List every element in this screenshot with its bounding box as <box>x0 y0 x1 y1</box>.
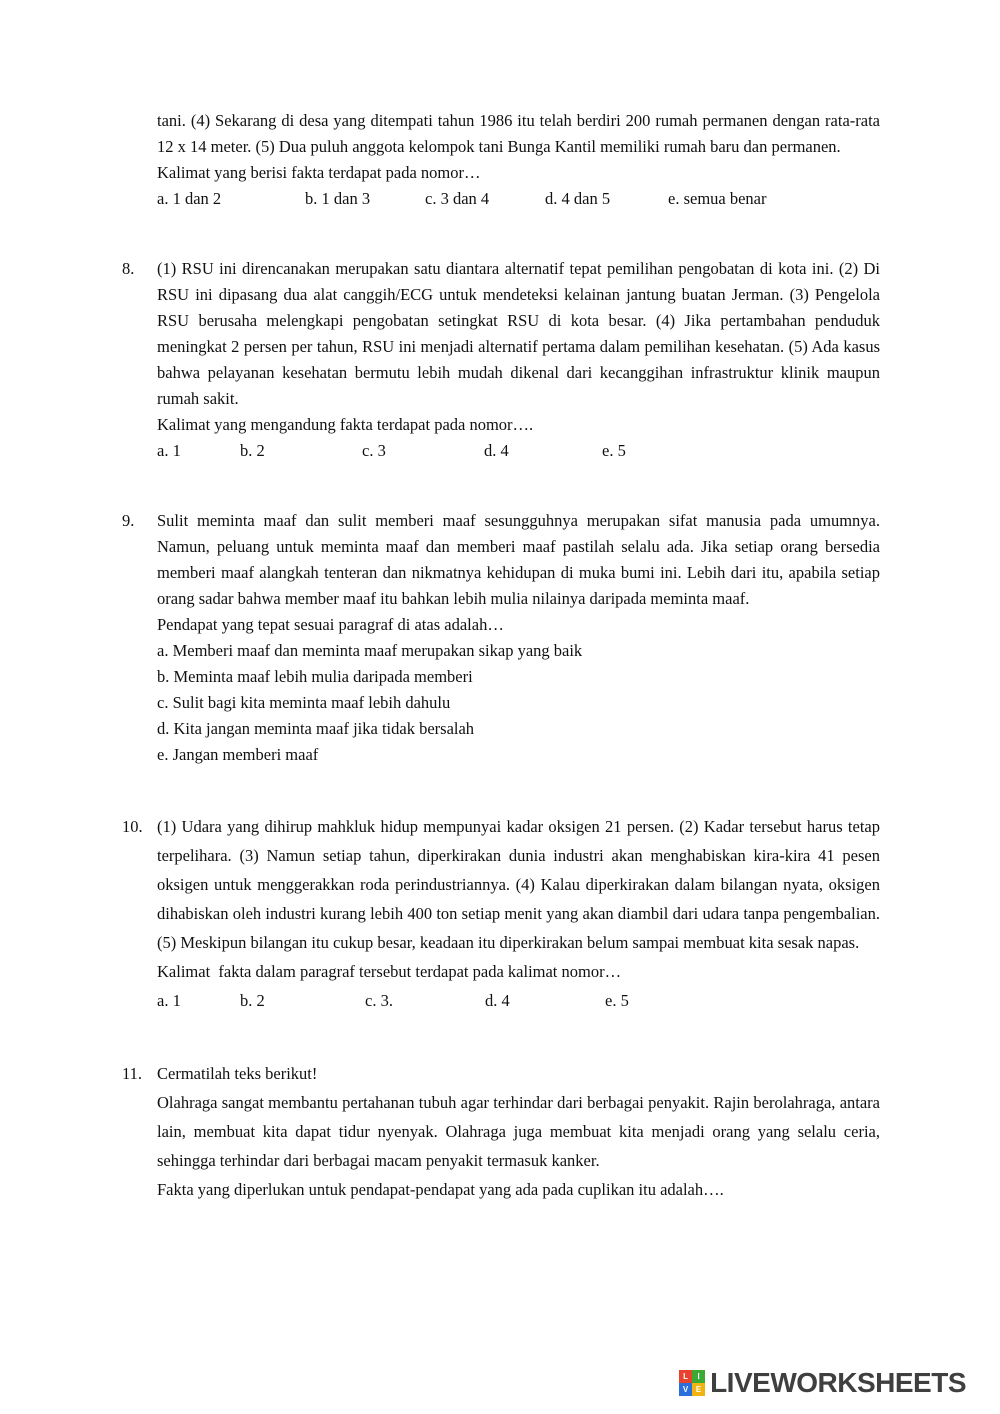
option-d: d. Kita jangan meminta maaf jika tidak bersalah <box>157 719 475 738</box>
option-a: a. 1 <box>157 441 181 460</box>
question-block-8 <box>122 256 880 464</box>
question-number: 11. <box>122 1064 143 1083</box>
logo-cell-v: V <box>679 1383 692 1396</box>
question-prompt: Kalimat yang mengandung fakta terdapat pada nomor…. <box>157 415 534 434</box>
option-a: a. 1 <box>157 991 181 1010</box>
question-intro: Cermatilah teks berikut! <box>157 1064 318 1083</box>
question-block-7-continued <box>122 108 880 212</box>
question-prompt: Fakta yang diperlukan untuk pendapat-pendapat yang ada pada cuplikan itu adalah…. <box>157 1180 724 1199</box>
option-d: d. 4 dan 5 <box>545 189 611 208</box>
question-number: 10. <box>122 817 143 836</box>
question-body <box>157 508 880 768</box>
option-b: b. 2 <box>240 441 265 460</box>
question-block-10 <box>122 812 880 1015</box>
question-body <box>157 108 880 212</box>
liveworksheets-icon <box>679 1370 705 1396</box>
logo-cell-l: L <box>679 1370 692 1383</box>
question-prompt: Pendapat yang tepat sesuai paragraf di atas adalah… <box>157 615 504 634</box>
question-number: 9. <box>122 511 135 530</box>
option-c: c. 3 dan 4 <box>425 189 490 208</box>
question-paragraph: Olahraga sangat membantu pertahanan tubuh agar terhindar dari berbagai penyakit. Rajin berolahraga, antara lain, membuat kita dapat tidur nyenyak. Olahraga juga membuat kita menjadi orang yang selalu ceria, sehingga terhindar dari berbagai macam penyakit termasuk kanker. <box>157 1093 880 1170</box>
option-a: a. Memberi maaf dan meminta maaf merupakan sikap yang baik <box>157 641 583 660</box>
question-paragraph: (1) Udara yang dihirup mahkluk hidup mempunyai kadar oksigen 21 persen. (2) Kadar tersebut harus tetap terpelihara. (3) Namun setiap tahun, diperkirakan dunia industri akan menghabiskan kira-kira 41 pesen oksigen untuk menggerakkan roda perindustriannya. (4) Kalau diperkirakan dalam bilangan nyata, oksigen dihabiskan oleh industri kurang lebih 400 ton setiap menit yang akan diambil dari udara tanpa pengembalian. (5) Meskipun bilangan itu cukup besar, keadaan itu diperkirakan belum sampai membuat kita sesak napas. <box>157 817 880 952</box>
question-number <box>122 108 157 212</box>
option-b: b. 1 dan 3 <box>305 189 371 208</box>
option-d: d. 4 <box>484 441 509 460</box>
option-c: c. Sulit bagi kita meminta maaf lebih dahulu <box>157 693 451 712</box>
option-e: e. semua benar <box>668 189 767 208</box>
option-a: a. 1 dan 2 <box>157 189 222 208</box>
liveworksheets-logo[interactable] <box>679 1367 966 1398</box>
logo-cell-i: I <box>692 1370 705 1383</box>
option-d: d. 4 <box>485 991 510 1010</box>
logo-cell-e: E <box>692 1383 705 1396</box>
question-prompt: Kalimat fakta dalam paragraf tersebut terdapat pada kalimat nomor… <box>157 962 622 981</box>
option-b: b. Meminta maaf lebih mulia daripada memberi <box>157 667 473 686</box>
question-body <box>157 256 880 464</box>
options-row <box>157 438 880 464</box>
option-c: c. 3. <box>365 991 393 1010</box>
option-e: e. 5 <box>602 441 626 460</box>
question-paragraph: (1) RSU ini direncanakan merupakan satu diantara alternatif tepat pemilihan pengobatan di kota ini. (2) Di RSU ini dipasang dua alat canggih/ECG untuk mendeteksi kelainan jantung buatan Jerman. (3) Pengelola RSU berusaha melengkapi pengobatan setingkat RSU di kota besar. (4) Jika pertambahan penduduk meningkat 2 persen per tahun, RSU ini menjadi alternatif pertama dalam pemilihan kesehatan. (5) Ada kasus bahwa pelayanan kesehatan bermutu lebih mudah dikenal dari kecanggihan infrastruktur klinik maupun rumah sakit. <box>157 259 880 408</box>
option-e: e. Jangan memberi maaf <box>157 745 319 764</box>
question-body <box>157 1059 880 1204</box>
question-block-11 <box>122 1059 880 1204</box>
question-body <box>157 812 880 1015</box>
brand-text: LIVEWORKSHEETS <box>710 1367 966 1398</box>
question-paragraph: Sulit meminta maaf dan sulit memberi maaf sesungguhnya merupakan sifat manusia pada umumnya. Namun, peluang untuk meminta maaf dan memberi maaf pastilah selalu ada. Jika setiap orang bersedia memberi maaf alangkah tenteran dan nikmatnya kehidupan di muka bumi ini. Lebih dari itu, apabila setiap orang sadar bahwa member maaf itu bahkan lebih mulia nilainya daripada meminta maaf. <box>157 511 880 608</box>
option-c: c. 3 <box>362 441 386 460</box>
question-prompt: Kalimat yang berisi fakta terdapat pada nomor… <box>157 163 481 182</box>
options-row <box>157 186 880 212</box>
options-list <box>157 638 880 768</box>
option-e: e. 5 <box>605 991 629 1010</box>
question-paragraph: tani. (4) Sekarang di desa yang ditempati tahun 1986 itu telah berdiri 200 rumah permanen dengan rata-rata 12 x 14 meter. (5) Dua puluh anggota kelompok tani Bunga Kantil memiliki rumah baru dan permanen. <box>157 111 880 156</box>
option-b: b. 2 <box>240 991 265 1010</box>
question-number: 8. <box>122 259 135 278</box>
question-block-9 <box>122 508 880 768</box>
options-row <box>157 986 880 1015</box>
